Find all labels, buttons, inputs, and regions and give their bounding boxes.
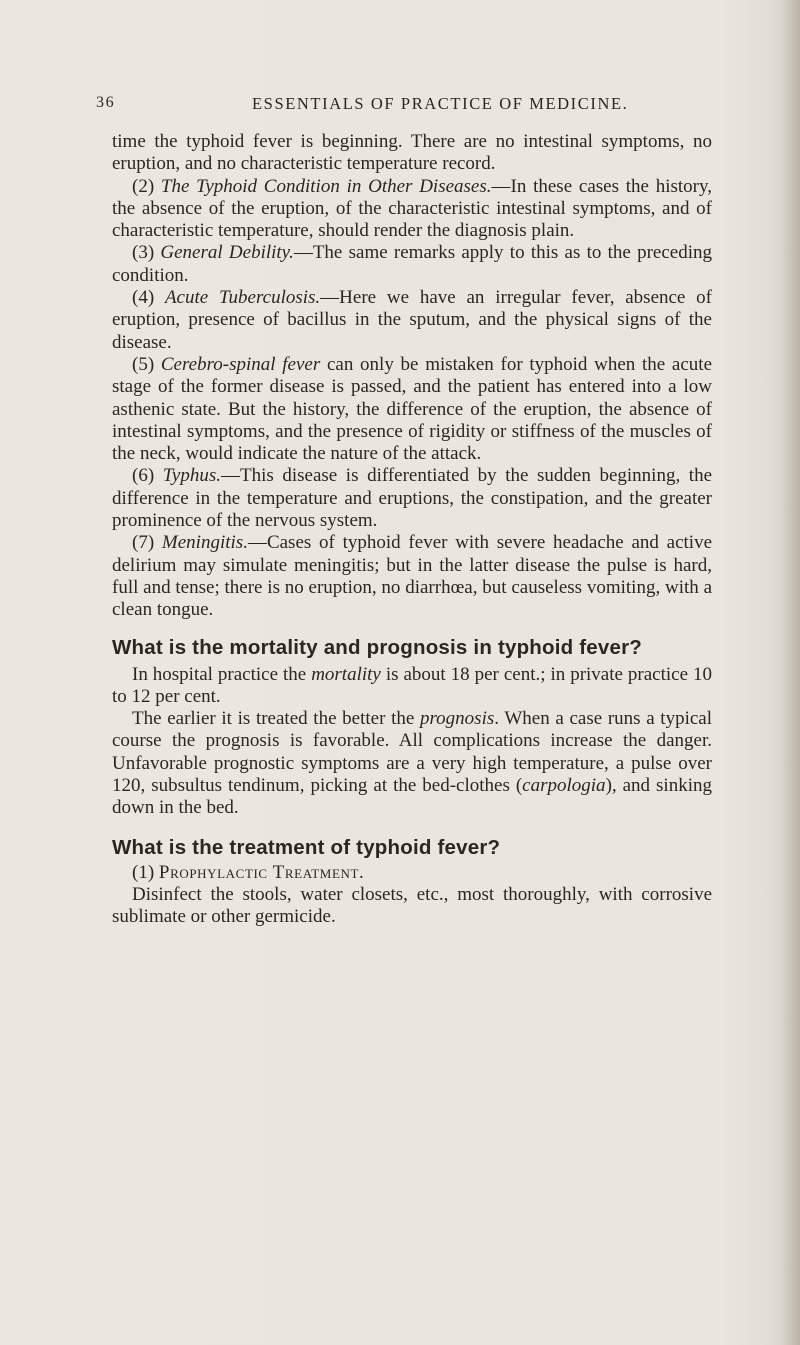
item-body: —This disease is differentiated by the sudden beginning, the difference in the temperature and eruptions, the constipation, and the greater prominence of the nervous system. [112,465,713,532]
item-number: (6) [132,465,155,487]
item-body: can only be mistaken for typhoid when the acute stage of the former disease is passed, and the patient has entered into a low asthenic state. But the history, the difference of the eruption, the absence of intestinal symptoms, and the presence of rigidity or stiffness of the muscles of the neck, would indicate the nature of the attack. [112,353,713,465]
item-title: Acute Tuberculosis. [164,287,321,309]
item-number: (4) [132,287,155,309]
spacer [112,820,712,836]
answer-text: ), and sinking down in the bed. [112,775,712,819]
answer-emphasis: mortality [311,663,381,685]
item-body: —Here we have an irregular fever, absence of eruption, presence of bacillus in the sputum, and the physical signs of the disease. [112,287,712,353]
answer-emphasis: prognosis [419,708,495,730]
answer-text: The earlier it is treated the better the [132,708,420,730]
item-number: (1) [132,861,155,883]
item-title: General Debility. [160,242,294,264]
answer-text: is about 18 per cent.; in private practice 10 to 12 per cent. [112,663,713,707]
answer-prognosis [112,708,712,819]
question-heading-treatment: What is the treatment of typhoid fever? [112,835,501,859]
item-number: (3) [132,242,155,264]
question-heading-mortality: What is the mortality and prognosis in typhoid fever? [112,635,642,659]
subheading-prophylactic [112,862,712,884]
paragraph-typhoid-condition [112,176,712,243]
body-text [112,131,712,929]
item-body: —Cases of typhoid fever with severe headache and active delirium may simulate meningitis; but in the latter disease the pulse is hard, full and tense; there is no eruption, no diarrhœa, but causeless vomiting, with a clean tongue. [112,532,712,621]
paragraph-general-debility [112,242,712,287]
answer-text: In hospital practice the [132,663,312,685]
subheading-title: Prophylactic Treatment. [158,861,365,883]
item-title: Meningitis. [161,532,248,554]
paragraph-acute-tuberculosis [112,287,712,354]
paragraph-continuation: time the typhoid fever is beginning. There are no intestinal symptoms, no eruption, and no characteristic temperature record. [112,131,712,175]
item-number: (7) [132,532,155,554]
item-number: (2) [132,175,155,197]
paragraph-typhus [112,465,712,532]
answer-mortality [112,664,712,709]
answer-emphasis: carpologia [522,775,606,797]
paragraph-cerebro-spinal-fever [112,354,712,465]
item-body: —In these cases the history, the absence of the eruption, of the characteristic intestinal symptoms, and of characteristic temperature, should render the diagnosis plain. [112,175,712,242]
page-edge-shadow [782,0,800,1345]
answer-text: . When a case runs a typical course the prognosis is favorable. All complications increase the danger. Unfavorable prognostic symptoms are a very high temperature, a pulse over 120, subsultus tendinum, picking at the bed-clothes ( [112,708,713,797]
item-title: The Typhoid Condition in Other Diseases. [160,175,492,197]
running-title: ESSENTIALS OF PRACTICE OF MEDICINE. [252,94,629,113]
answer-treatment: Disinfect the stools, water closets, etc., most thoroughly, with corrosive sublimate or other germicide. [112,883,712,928]
item-title: Cerebro-spinal fever [160,353,321,375]
item-body: —The same remarks apply to this as to the preceding condition. [112,242,713,286]
page-number: 36 [96,94,116,111]
running-header [96,94,716,116]
item-title: Typhus. [162,465,221,487]
item-number: (5) [132,353,155,375]
spacer [112,622,712,636]
paragraph-meningitis [112,532,712,621]
